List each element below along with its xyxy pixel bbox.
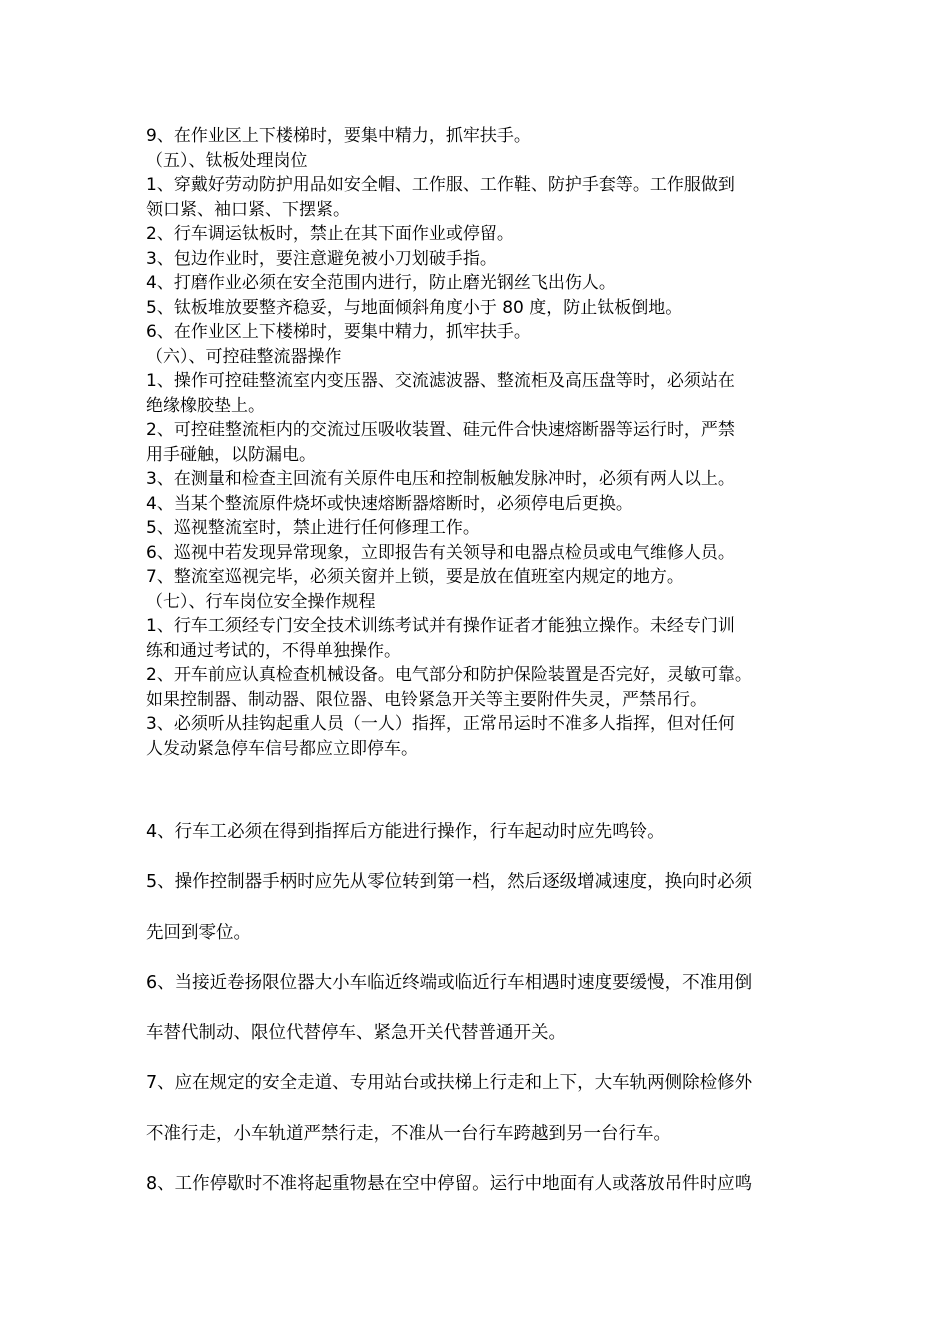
text-line: 4、当某个整流原件烧坏或快速熔断器熔断时，必须停电后更换。 [146,493,633,514]
text-line: 2、开车前应认真检查机械设备。电气部分和防护保险装置是否完好，灵敏可靠。 [146,665,752,685]
text-line: 8、工作停歇时不准将起重物悬在空中停留。运行中地面有人或落放吊件时应鸣 [146,1174,753,1195]
text-line: 1、操作可控硅整流室内变压器、交流滤波器、整流柜及高压盘等时，必须站在 [146,371,735,391]
document-body-upper [146,124,836,761]
text-line: 练和通过考试的，不得单独操作。 [146,640,401,661]
text-line: 绝缘橡胶垫上。 [146,395,265,416]
document-body-lower [146,807,836,1209]
text-line: 人发动紧急停车信号都应立即停车。 [146,738,418,759]
text-line: 1、行车工须经专门安全技术训练考试并有操作证者才能独立操作。未经专门训 [146,616,735,636]
text-line: 6、在作业区上下楼梯时，要集中精力，抓牢扶手。 [146,322,531,342]
text-line: 5、操作控制器手柄时应先从零位转到第一档，然后逐级增减速度，换向时必须 [146,872,753,893]
text-line: 3、在测量和检查主回流有关原件电压和控制板触发脉冲时，必须有两人以上。 [146,469,735,489]
text-line: 1、穿戴好劳动防护用品如安全帽、工作服、工作鞋、防护手套等。工作服做到 [146,175,735,195]
text-line: 不准行走，小车轨道严禁行走，不准从一台行车跨越到另一台行车。 [146,1123,671,1144]
text-line: 9、在作业区上下楼梯时，要集中精力，抓牢扶手。 [146,126,531,146]
section-heading-6: （六）、可控硅整流器操作 [146,346,342,367]
text-line: 7、应在规定的安全走道、专用站台或扶梯上行走和上下，大车轨两侧除检修外 [146,1073,753,1094]
text-line: 6、巡视中若发现异常现象，立即报告有关领导和电器点检员或电气维修人员。 [146,542,735,563]
section-heading-7: （七）、行车岗位安全操作规程 [146,591,376,612]
text-line: 如果控制器、制动器、限位器、电铃紧急开关等主要附件失灵，严禁吊行。 [146,689,707,710]
text-line: 2、行车调运钛板时，禁止在其下面作业或停留。 [146,224,514,244]
text-line: 6、当接近卷扬限位器大小车临近终端或临近行车相遇时速度要缓慢，不准用倒 [146,972,753,993]
text-line: 4、打磨作业必须在安全范围内进行，防止磨光钢丝飞出伤人。 [146,273,616,293]
text-line: 领口紧、袖口紧、下摆紧。 [146,199,350,220]
text-line: 7、整流室巡视完毕，必须关窗并上锁，要是放在值班室内规定的地方。 [146,567,684,587]
text-line: 3、必须听从挂钩起重人员（一人）指挥，正常吊运时不准多人指挥，但对任何 [146,714,735,734]
text-line: 2、可控硅整流柜内的交流过压吸收装置、硅元件合快速熔断器等运行时，严禁 [146,420,735,440]
text-line: 5、钛板堆放要整齐稳妥，与地面倾斜角度小于 80 度，防止钛板倒地。 [146,297,683,318]
text-line: 车替代制动、限位代替停车、紧急开关代替普通开关。 [146,1023,566,1044]
section-heading-5: （五）、钛板处理岗位 [146,150,308,171]
text-line: 3、包边作业时，要注意避免被小刀划破手指。 [146,248,497,269]
text-line: 4、行车工必须在得到指挥后方能进行操作，行车起动时应先鸣铃。 [146,822,665,842]
text-line: 先回到零位。 [146,922,251,943]
text-line: 5、巡视整流室时，禁止进行任何修理工作。 [146,518,480,538]
text-line: 用手碰触，以防漏电。 [146,444,316,465]
